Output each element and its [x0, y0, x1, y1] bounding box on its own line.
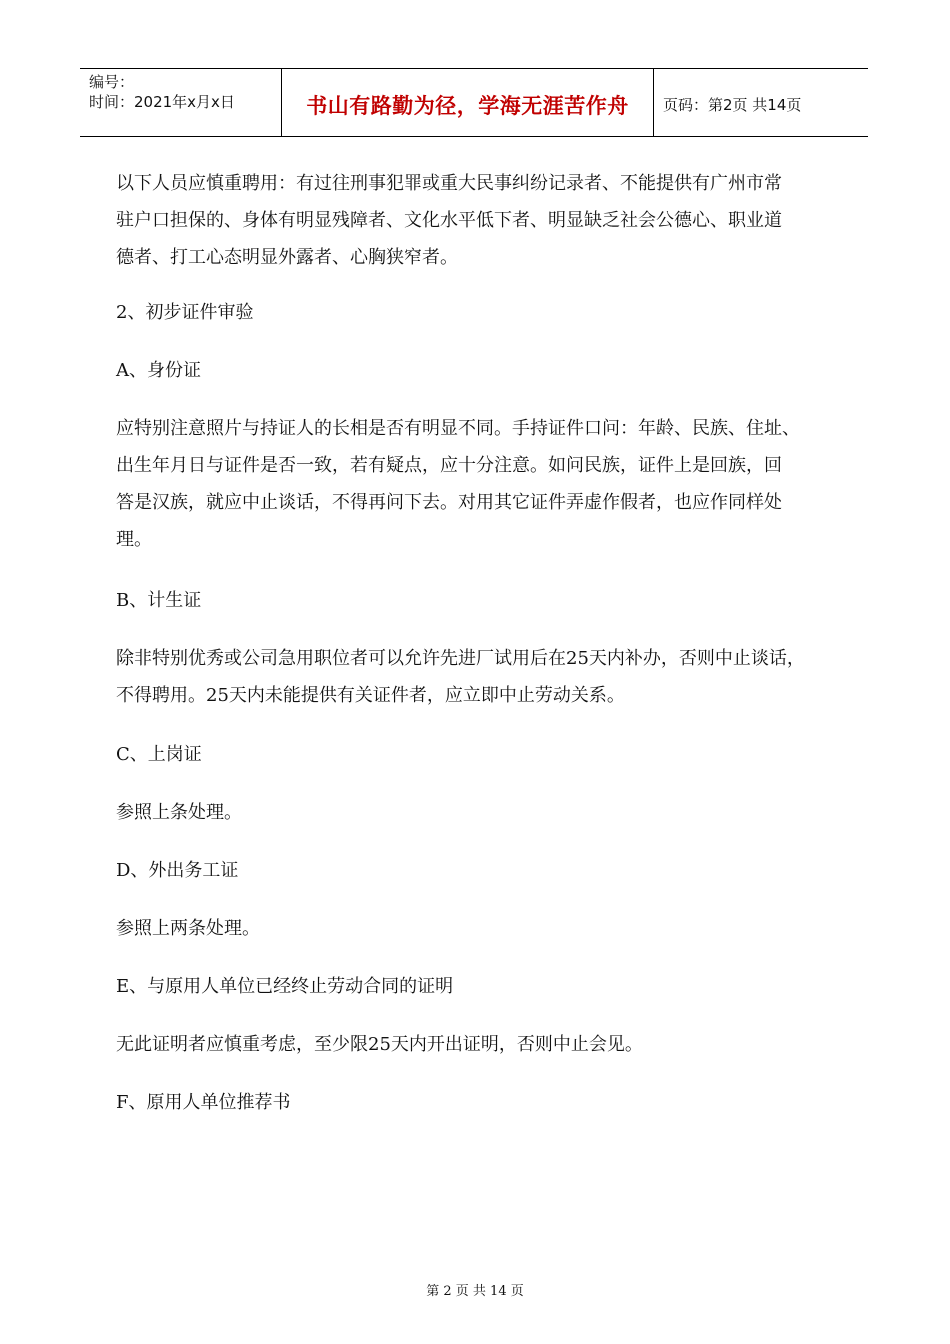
text-line: 应特别注意照片与持证人的长相是否有明显不同。手持证件口问：年龄、民族、住址、 [116, 418, 800, 439]
text-line: 答是汉族，就应中止谈话，不得再问下去。对用其它证件弄虚作假者，也应作同样处 [116, 492, 782, 513]
text-line: 无此证明者应慎重考虑，至少限25天内开出证明，否则中止会见。 [116, 1034, 643, 1055]
heading-work-permit [116, 736, 836, 773]
header-page-cell [654, 69, 868, 136]
heading-termination-proof [116, 968, 836, 1005]
text-line: 除非特别优秀或公司急用职位者可以允许先进厂试用后在25天内补办，否则中止谈话， [116, 648, 805, 669]
page-footer: 第 2 页 共 14 页 [426, 1284, 524, 1299]
text-line: 驻户口担保的、身体有明显残障者、文化水平低下者、明显缺乏社会公德心、职业道 [116, 210, 782, 231]
paragraph-birth-permit [116, 640, 836, 714]
document-number-label: 编号： [89, 73, 135, 91]
text-line: 以下人员应慎重聘用：有过往刑事犯罪或重大民事纠纷记录者、不能提供有广州市常 [116, 173, 782, 194]
text-line: 理。 [116, 529, 152, 550]
text-line: 参照上两条处理。 [116, 918, 260, 939]
paragraph-id-card [116, 410, 836, 558]
text-line: A、身份证 [116, 360, 201, 381]
text-line: 德者、打工心态明显外露者、心胸狭窄者。 [116, 247, 458, 268]
heading-id-card [116, 352, 836, 389]
header-motto-cell [281, 69, 654, 136]
text-line: 出生年月日与证件是否一致，若有疑点，应十分注意。如问民族，证件上是回族，回 [116, 455, 782, 476]
page-indicator: 页码：第2页 共14页 [663, 96, 802, 114]
text-line: D、外出务工证 [116, 860, 239, 881]
text-line: 参照上条处理。 [116, 802, 242, 823]
motto-text: 书山有路勤为径，学海无涯苦作舟 [306, 93, 629, 118]
text-line: 2、初步证件审验 [116, 302, 254, 323]
text-line: 不得聘用。25天内未能提供有关证件者，应立即中止劳动关系。 [116, 685, 625, 706]
paragraph-migrant-permit [116, 910, 836, 947]
heading-recommendation-letter [116, 1084, 836, 1121]
heading-birth-permit [116, 582, 836, 619]
text-line: B、计生证 [116, 590, 202, 611]
header-info-cell [80, 69, 281, 136]
text-line: F、原用人单位推荐书 [116, 1092, 291, 1113]
paragraph-termination-proof [116, 1026, 836, 1063]
document-date: 时间：2021年x月x日 [89, 93, 235, 111]
text-line: C、上岗证 [116, 744, 202, 765]
paragraph-work-permit [116, 794, 836, 831]
heading-document-check [116, 294, 836, 331]
heading-migrant-permit [116, 852, 836, 889]
header-table [80, 68, 868, 137]
paragraph-hiring-caution [116, 165, 836, 276]
text-line: E、与原用人单位已经终止劳动合同的证明 [116, 976, 454, 997]
